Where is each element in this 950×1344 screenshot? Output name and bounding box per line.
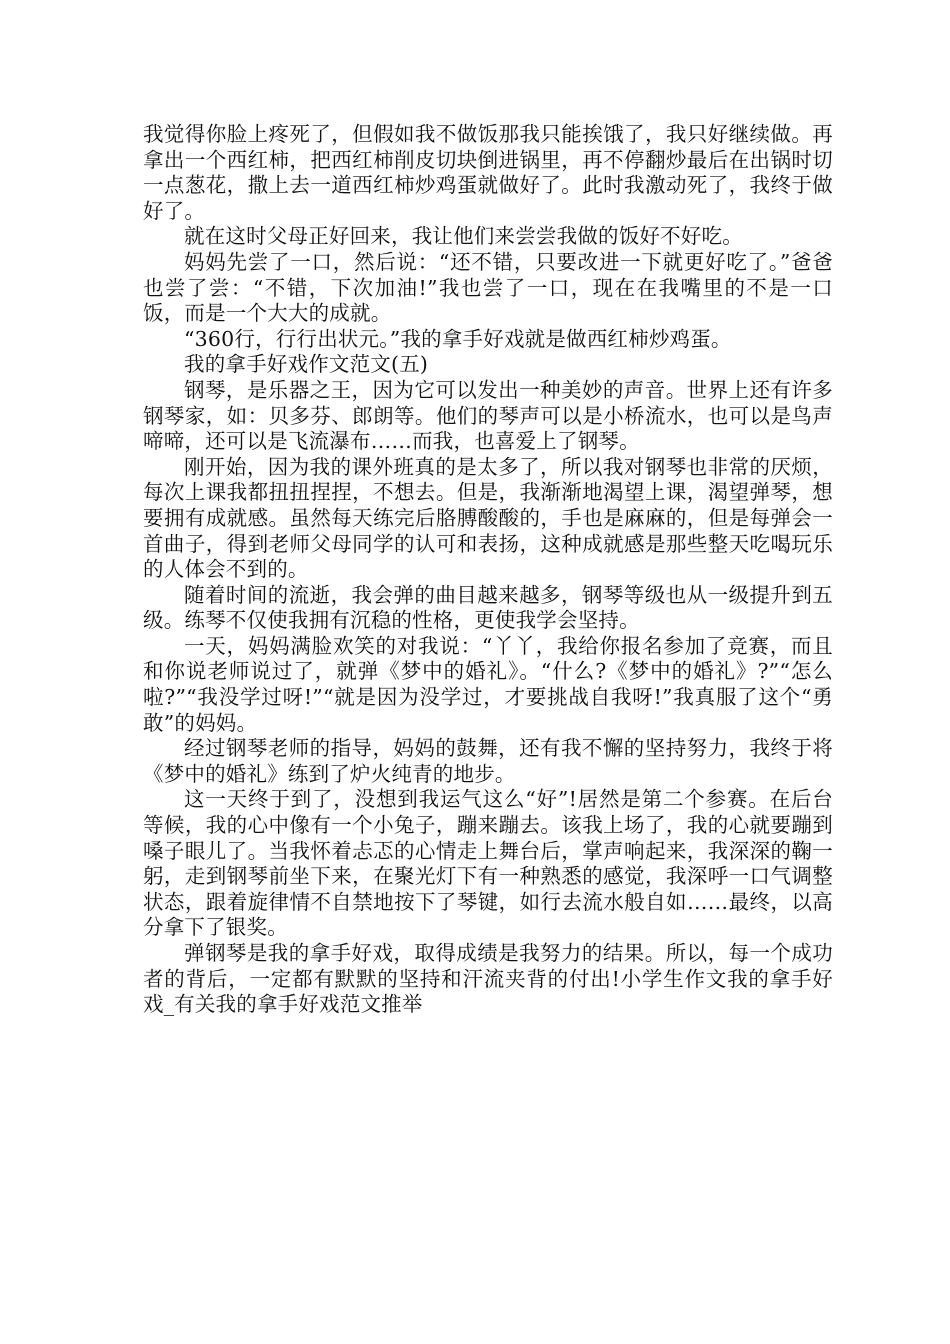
document-body: [143, 122, 833, 1018]
section-heading: 我的拿手好戏作文范文(五): [184, 352, 429, 377]
paragraph-2: 就在这时父母正好回来，我让他们来尝尝我做的饭好不好吃。: [184, 224, 743, 249]
paragraph-3: 妈妈先尝了一口，然后说：“还不错，只要改进一下就更好吃了。”爸爸也尝了尝：“不错，下次加油!”我也尝了一口，现在在我嘴里的不是一口饭，而是一个大大的成就。: [143, 249, 833, 326]
paragraph-1: 我觉得你脸上疼死了，但假如我不做饭那我只能挨饿了，我只好继续做。再拿出一个西红柿，把西红柿削皮切块倒进锅里，再不停翻炒最后在出锅时切一点葱花，撒上去一道西红柿炒鸡蛋就做好了。此时我激动死了，我终于做好了。: [143, 122, 833, 223]
paragraph-7: 刚开始，因为我的课外班真的是太多了，所以我对钢琴也非常的厌烦，每次上课我都扭扭捏捏，不想去。但是，我渐渐地渴望上课，渴望弹琴，想要拥有成就感。虽然每天练完后胳膊酸酸的，手也是麻麻的，但是每弹会一首曲子，得到老师父母同学的认可和表扬，这种成就感是那些整天吃喝玩乐的人体会不到的。: [143, 454, 833, 582]
paragraph-4: “360行，行行出状元。”我的拿手好戏就是做西红柿炒鸡蛋。: [184, 326, 732, 351]
paragraph-10: 经过钢琴老师的指导，妈妈的鼓舞，还有我不懈的坚持努力，我终于将《梦中的婚礼》练到了炉火纯青的地步。: [143, 736, 833, 786]
paragraph-12: 弹钢琴是我的拿手好戏，取得成绩是我努力的结果。所以，每一个成功者的背后，一定都有默默的坚持和汗流夹背的付出!小学生作文我的拿手好戏_有关我的拿手好戏范文推举: [143, 941, 833, 1017]
paragraph-11: 这一天终于到了，没想到我运气这么“好”!居然是第二个参赛。在后台等候，我的心中像有一个小兔子，蹦来蹦去。该我上场了，我的心就要蹦到嗓子眼儿了。当我怀着忐忑的心情走上舞台后，掌声响起来，我深深的鞠一躬，走到钢琴前坐下来，在聚光灯下有一种熟悉的感觉，我深呼一口气调整状态，跟着旋律情不自禁地按下了琴键，如行去流水般自如……最终，以高分拿下了银奖。: [143, 787, 833, 940]
paragraph-6: 钢琴，是乐器之王，因为它可以发出一种美妙的声音。世界上还有许多钢琴家，如：贝多芬、郎朗等。他们的琴声可以是小桥流水，也可以是鸟声啼啼，还可以是飞流瀑布……而我，也喜爱上了钢琴。: [143, 377, 833, 454]
paragraph-9: 一天，妈妈满脸欢笑的对我说：“丫丫，我给你报名参加了竞赛，而且和你说老师说过了，就弹《梦中的婚礼》。“什么?《梦中的婚礼》?”“怎么啦?”“我没学过呀!”“就是因为没学过，才要挑战自我呀!”我真服了这个“勇敢”的妈妈。: [143, 633, 833, 735]
paragraph-8: 随着时间的流逝，我会弹的曲目越来越多，钢琴等级也从一级提升到五级。练琴不仅使我拥有沉稳的性格，更使我学会坚持。: [143, 582, 833, 633]
